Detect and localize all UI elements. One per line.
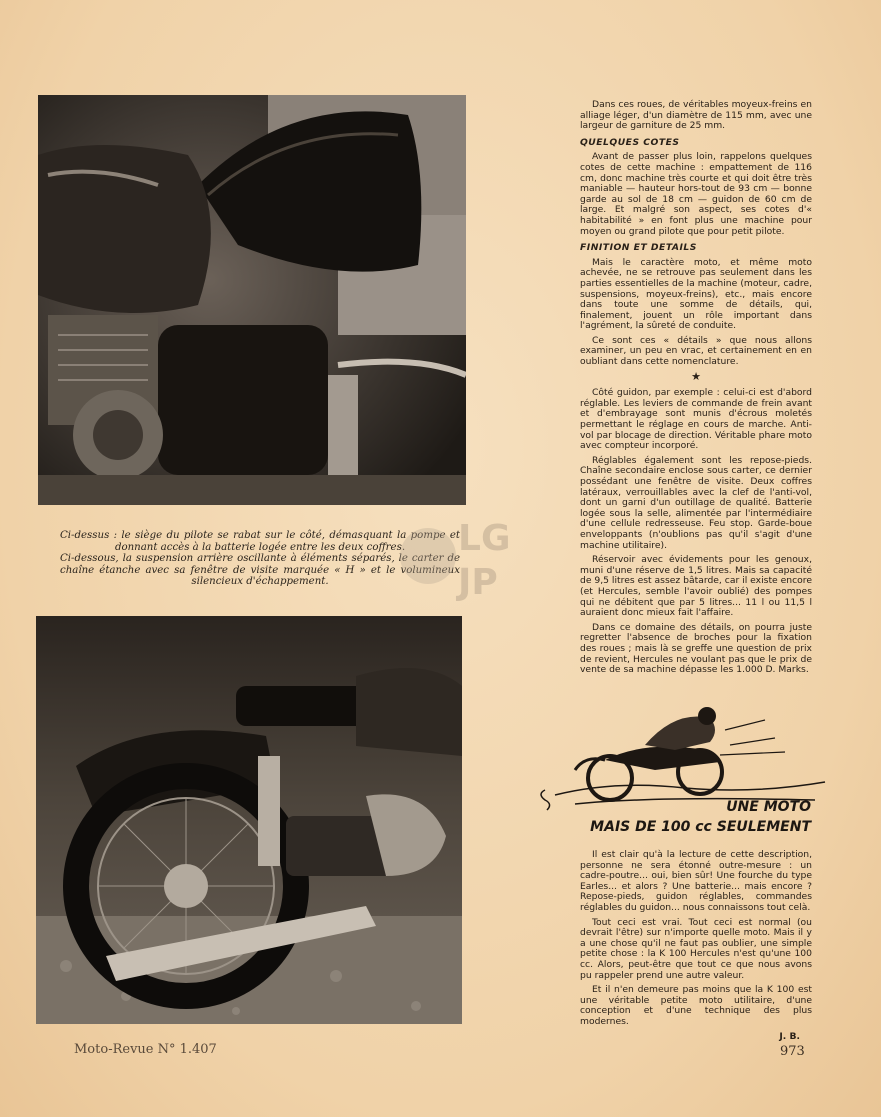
headline-line1: UNE MOTO	[726, 799, 811, 815]
paragraph-guidon: Côté guidon, par exemple : celui-ci est d'abord réglable. Les leviers de commande de frein avant et d'embrayage sont munis d'écrous moletés permettant le réglage en cours de marche. Anti-vol par blocage de direction. Véritable phare moto avec compteur incorporé.	[580, 387, 812, 452]
paragraph-reglables: Réglables également sont les repose-pieds. Chaîne secondaire enclose sous carter, ce dernier possédant une fenêtre de visite. Deux coffres latéraux, verrouillables avec la clef de l'anti-vol, dont un garni d'un outillage de qualité. Batterie logée sous la selle, alimentée par l'intermédiaire d'une cellule redresseuse. Feu stop. Garde-boue enveloppants (n'oublions pas qu'il s'agit d'une machine utilitaire).	[580, 454, 812, 551]
headline	[566, 797, 811, 837]
watermark-logo	[398, 510, 510, 602]
author-signature: J. B.	[779, 1030, 800, 1042]
headline-line2: MAIS DE 100 cc SEULEMENT	[590, 819, 811, 835]
paragraph-vrai: Tout ceci est vrai. Tout ceci est normal (ou devrait l'être) sur n'importe quelle moto. Mais il y a une chose qu'il ne faut pas oublier, une simple petite chose : la K 100 Hercules n'est qu'une 100 cc. Alors, peut-être que tout ce que nous avons pu rappeler prend une autre valeur.	[580, 916, 812, 981]
paragraph-reservoir: Réservoir avec évidements pour les genoux, muni d'une réserve de 1,5 litres. Mais sa capacité de 9,5 litres est assez bâtarde, car il existe encore (et Hercules, semble l'avoir oublié) des pompes qui ne débitent que par 5 litres... 11 l ou 11,5 l auraient donc mieux fait l'affaire.	[580, 554, 812, 619]
magazine-issue: Moto-Revue N° 1.407	[74, 1042, 217, 1057]
watermark-line2: JP	[458, 562, 498, 602]
star-separator-icon: ★	[691, 369, 701, 383]
paragraph-details: Ce sont ces « détails » que nous allons examiner, un peu en vrac, et certainement en en oubliant dans cette nomenclature.	[580, 334, 812, 368]
paragraph-cotes: Avant de passer plus loin, rappelons quelques cotes de cette machine : empattement de 116 cm, donc machine très courte et qui doit être très maniable — hauteur hors-tout de 93 cm — bonne garde au sol de 18 cm — guidon de 60 cm de large. Et malgré son aspect, ses cotes d'« habitabilité » en font plus une machine pour moyen ou grand pilote que pour petit pilote.	[580, 151, 812, 237]
heading-finition: FINITION ET DETAILS	[580, 242, 697, 254]
paragraph-clair: Il est clair qu'à la lecture de cette description, personne ne sera étonné outre-mesure : un cadre-poutre... oui, bien sûr! Une fourche du type Earles... et alors ? Une batterie... mais encore ? Repose-pieds, guidon réglables, commandes réglables du guidon... nous connaissons tout celà.	[580, 849, 812, 913]
rider-illustration	[535, 700, 835, 812]
paragraph-domaine: Dans ce domaine des détails, on pourra juste regretter l'absence de broches pour la fixation des roues ; mais là se greffe une question de prix de revient, Hercules ne voulant pas que le prix de vente de sa machine dépasse les 1.000 D. Marks.	[580, 621, 812, 676]
watermark-line1: LG	[458, 518, 510, 559]
caption-bottom: Ci-dessous, la suspension arrière oscillante à éléments séparés, le carter de chaîne étanche avec sa fenêtre de visite marquée « H » et le volumineux silencieux d'échappement.	[60, 553, 460, 588]
article-column-bottom	[580, 850, 812, 1046]
caption-top: Ci-dessus : le siège du pilote se rabat sur le côté, démasquant la pompe et donnant accès à la batterie logée entre les deux coffres.	[60, 530, 460, 553]
article-column-top	[580, 100, 812, 680]
photo-rear-suspension	[36, 616, 462, 1024]
paragraph-wheels: Dans ces roues, de véritables moyeux-freins en alliage léger, d'un diamètre de 115 mm, avec une largeur de garniture de 25 mm.	[580, 99, 812, 132]
paragraph-conclusion: Et il n'en demeure pas moins que la K 100 est une véritable petite moto utilitaire, d'une conception et d'une technique des plus modernes.	[580, 984, 812, 1027]
photo-seat-raised	[38, 95, 466, 505]
heading-quelques-cotes: QUELQUES COTES	[580, 136, 680, 148]
paragraph-finition: Mais le caractère moto, et même moto achevée, ne se retrouve pas seulement dans les parties essentielles de la machine (moteur, cadre, suspensions, moyeux-freins), etc., mais encore dans toute une somme de détails, qui, finalement, jouent un rôle important dans l'agrément, la sûreté de conduite.	[580, 256, 812, 332]
page-number: 973	[780, 1044, 805, 1059]
